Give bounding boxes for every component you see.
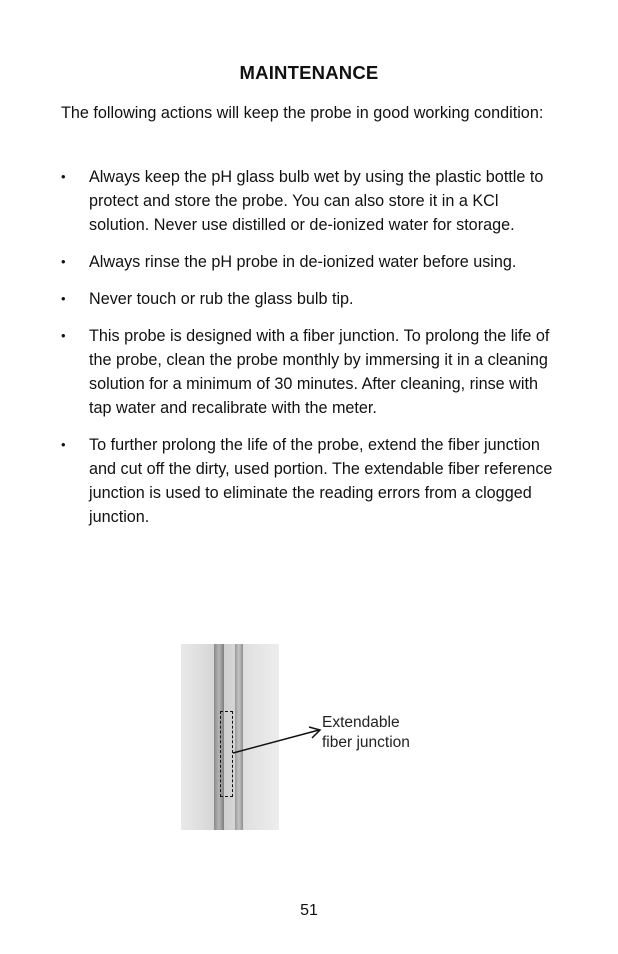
maintenance-list <box>61 165 561 542</box>
bullet-icon: • <box>61 169 66 184</box>
arrow-icon <box>231 726 323 756</box>
intro-paragraph: The following actions will keep the probe in good working condition: <box>61 104 544 122</box>
page-title: MAINTENANCE <box>239 62 379 83</box>
list-item <box>61 324 561 420</box>
bullet-icon: • <box>61 437 66 452</box>
list-item <box>61 433 561 529</box>
figure-label-line2: fiber junction <box>322 734 410 751</box>
list-item <box>61 250 561 274</box>
bullet-icon: • <box>61 328 66 343</box>
list-item-text: Always keep the pH glass bulb wet by using the plastic bottle to protect and store the probe. You can also store it in a KCl solution. Never use distilled or de-ionized water for storage. <box>89 168 544 234</box>
list-item <box>61 165 561 237</box>
page-number: 51 <box>300 902 318 919</box>
list-item <box>61 287 561 311</box>
list-item-text: To further prolong the life of the probe, extend the fiber junction and cut off the dirty, used portion. The extendable fiber reference junction is used to eliminate the reading errors from a clogged junction. <box>89 436 553 526</box>
list-item-text: This probe is designed with a fiber junction. To prolong the life of the probe, clean the probe monthly by immersing it in a cleaning solution for a minimum of 30 minutes. After cleaning, rinse with tap water and recalibrate with the meter. <box>89 327 550 417</box>
bullet-icon: • <box>61 291 66 306</box>
bullet-icon: • <box>61 254 66 269</box>
list-item-text: Never touch or rub the glass bulb tip. <box>89 290 354 308</box>
figure-label-line1: Extendable <box>322 714 400 731</box>
list-item-text: Always rinse the pH probe in de-ionized water before using. <box>89 253 517 271</box>
figure-label <box>322 713 410 753</box>
probe-figure <box>181 644 441 830</box>
